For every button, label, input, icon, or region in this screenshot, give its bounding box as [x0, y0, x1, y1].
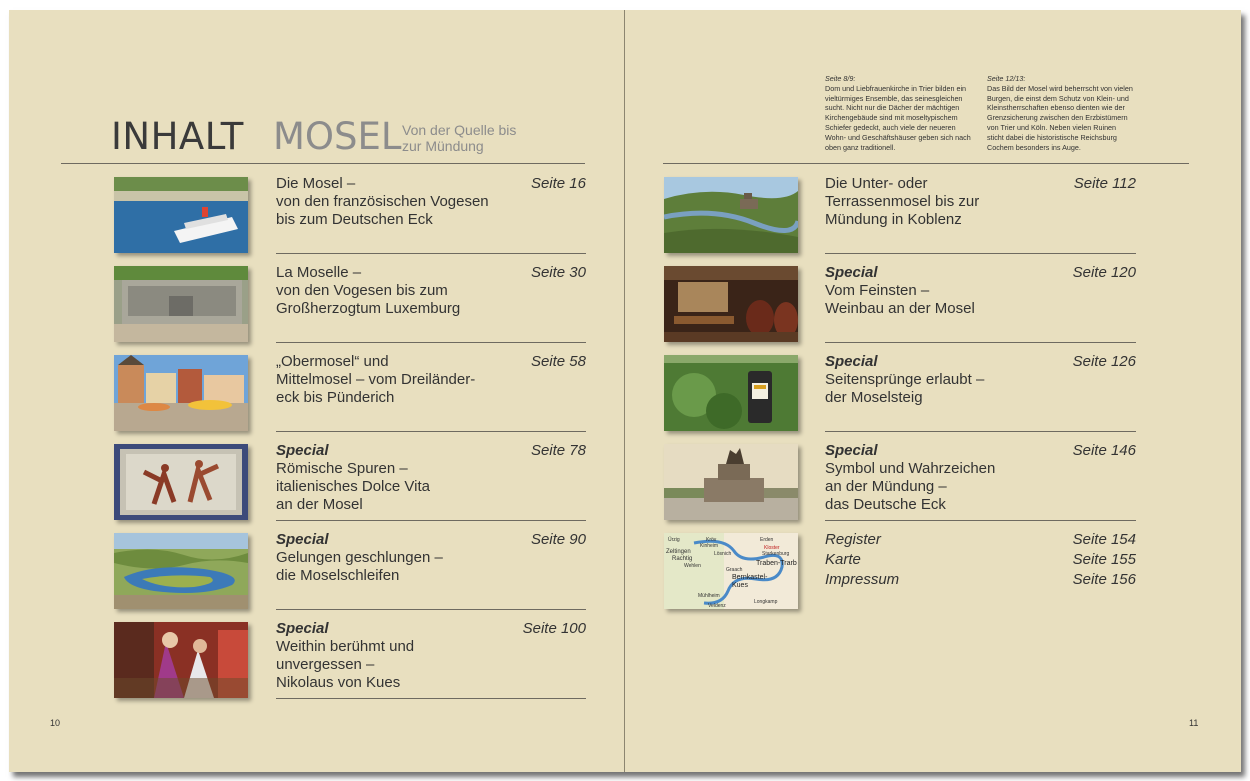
- caption-line: sticht dabei die historistische Reichsburg: [987, 132, 1117, 142]
- book-title: MOSEL: [273, 115, 402, 158]
- castle-valley-photo: [664, 177, 798, 253]
- hiking-trail-sign-photo: [664, 355, 798, 431]
- special-label: Special: [276, 531, 329, 548]
- entry-line: Symbol und Wahrzeichen: [825, 460, 996, 477]
- caption-line: Das Bild der Mosel wird beherrscht von vielen: [987, 83, 1133, 93]
- entry-rule: [276, 431, 586, 432]
- map-label: Zeltingen: [666, 549, 691, 555]
- entry-line: von den französischen Vogesen: [276, 193, 489, 210]
- subtitle-line: Von der Quelle bis: [402, 122, 517, 138]
- toc-page-number[interactable]: Seite 16: [530, 175, 586, 192]
- toc-page-number[interactable]: Seite 100: [522, 620, 586, 637]
- entry-line: Nikolaus von Kues: [276, 674, 401, 691]
- entry-line: unvergessen –: [276, 656, 375, 673]
- toc-page-number[interactable]: Seite 78: [530, 442, 586, 459]
- entry-line: Mündung in Koblenz: [825, 211, 962, 228]
- map-label: Erden: [760, 537, 774, 543]
- entry-line: bis zum Deutschen Eck: [276, 211, 433, 228]
- caption-line: Kirchengebäude sind mit moseltypischem: [825, 113, 958, 123]
- map-label: Kröv: [706, 537, 717, 543]
- book-subtitle: [402, 122, 552, 154]
- caption-line: Cochem besonders ins Auge.: [987, 142, 1081, 152]
- toc-entry-title: [825, 442, 995, 514]
- medieval-painting-photo: [114, 622, 248, 698]
- entry-line: eck bis Pünderich: [276, 389, 395, 406]
- map-label: Veldenz: [708, 603, 726, 609]
- entry-line: Gelungen geschlungen –: [276, 549, 443, 566]
- moselle-loop-photo: [114, 533, 248, 609]
- map-label: Mühlheim: [698, 593, 720, 599]
- caption-line: Dom und Liebfrauenkirche in Trier bilden ein: [825, 83, 967, 93]
- toc-entry-title: [825, 175, 979, 229]
- entry-line: an der Mosel: [276, 496, 363, 513]
- entry-line: Die Mosel –: [276, 175, 356, 192]
- entry-line: Mittelmosel – vom Dreiländer-: [276, 371, 476, 388]
- map-label: Kloster: [764, 545, 780, 551]
- map-label: Wehlen: [684, 563, 701, 569]
- map-label: Kues: [732, 582, 748, 589]
- photo-caption-8-9: [825, 74, 980, 152]
- toc-entry-title: [825, 264, 975, 318]
- entry-line: Weinbau an der Mosel: [825, 300, 975, 317]
- entry-line: La Moselle –: [276, 264, 362, 281]
- trier-market-square-photo: [114, 355, 248, 431]
- book-spine: [624, 10, 625, 772]
- caption-line: Schiefer gedeckt, auch viele der neueren: [825, 122, 956, 132]
- entry-line: italienisches Dolce Vita: [276, 478, 430, 495]
- toc-imprint-link[interactable]: Impressum: [825, 571, 900, 588]
- entry-rule: [276, 698, 586, 699]
- entry-rule: [276, 253, 586, 254]
- caption-line: oben ganz traditionell.: [825, 142, 896, 152]
- map-label: Ürzig: [668, 537, 680, 543]
- toc-page-number[interactable]: Seite 126: [1072, 353, 1136, 370]
- toc-page-number[interactable]: Seite 156: [1072, 571, 1136, 588]
- caption-line: Wohn- und Geschäftshäuser geben sich nach: [825, 132, 971, 142]
- caption-line: sucht. Nicht nur die Dächer der mächtigen: [825, 103, 960, 113]
- entry-rule: [825, 342, 1136, 343]
- entry-line: Terrassenmosel bis zur: [825, 193, 980, 210]
- page-title: INHALT: [111, 115, 244, 158]
- map-thumbnail: [664, 533, 798, 609]
- toc-page-number[interactable]: Seite 146: [1072, 442, 1136, 459]
- map-label: Bernkastel-: [732, 574, 768, 581]
- toc-entry-title: [276, 531, 443, 585]
- entry-line: die Moselschleifen: [276, 567, 400, 584]
- toc-page-number[interactable]: Seite 90: [530, 531, 586, 548]
- entry-rule: [276, 520, 586, 521]
- caption-line: Kleinstherrschaften ebenso dienten wie der: [987, 103, 1125, 113]
- entry-rule: [276, 609, 586, 610]
- caption-line: Burgen, die einst dem Schutz von Klein- und: [987, 93, 1129, 103]
- entry-line: an der Mündung –: [825, 478, 947, 495]
- toc-entry-title: [825, 353, 984, 407]
- page-number-left: 10: [50, 718, 61, 728]
- header-rule-left: [61, 163, 585, 164]
- subtitle-line: zur Mündung: [402, 138, 484, 154]
- entry-line: Weithin berühmt und: [276, 638, 415, 655]
- book-spread: [9, 10, 1241, 772]
- special-label: Special: [825, 264, 878, 281]
- entry-line: der Moselsteig: [825, 389, 923, 406]
- toc-page-number[interactable]: Seite 120: [1072, 264, 1136, 281]
- toc-entry-title: [276, 442, 430, 514]
- toc-entry-title: [276, 175, 489, 229]
- toc-page-number[interactable]: Seite 155: [1072, 551, 1136, 568]
- toc-entry-title: [276, 264, 460, 318]
- toc-entry-title: [276, 353, 475, 407]
- map-label: Graach: [726, 567, 743, 573]
- toc-map-link[interactable]: Karte: [825, 551, 861, 568]
- special-label: Special: [825, 442, 878, 459]
- entry-line: Vom Feinsten –: [825, 282, 930, 299]
- map-label: Rachtig: [672, 556, 693, 562]
- caption-head: Seite 12/13:: [987, 74, 1026, 83]
- page-number-right: 11: [1189, 718, 1199, 728]
- photo-caption-12-13: [987, 74, 1142, 152]
- map-label: Longkamp: [754, 599, 778, 605]
- entry-line: Seitensprünge erlaubt –: [825, 371, 985, 388]
- map-label: Lösnich: [714, 551, 732, 557]
- toc-page-number[interactable]: Seite 30: [530, 264, 586, 281]
- special-label: Special: [825, 353, 878, 370]
- stone-spring-source-photo: [114, 266, 248, 342]
- entry-rule: [276, 342, 586, 343]
- header-rule-right: [663, 163, 1189, 164]
- special-label: Special: [276, 620, 329, 637]
- entry-line: das Deutsche Eck: [825, 496, 946, 513]
- wine-cellar-photo: [664, 266, 798, 342]
- caption-line: von Trier und Köln. Neben vielen Ruinen: [987, 122, 1117, 132]
- caption-line: vieltürmiges Ensemble, das seinesgleichen: [825, 93, 963, 103]
- entry-line: Großherzogtum Luxemburg: [276, 300, 461, 317]
- entry-line: Die Unter- oder: [825, 175, 928, 192]
- toc-register-link[interactable]: Register: [825, 531, 881, 548]
- toc-entry-title: [276, 620, 414, 692]
- toc-page-number[interactable]: Seite 58: [530, 353, 586, 370]
- map-label: Kinheim: [700, 543, 719, 549]
- entry-rule: [825, 253, 1136, 254]
- caption-head: Seite 8/9:: [825, 74, 856, 83]
- roman-mosaic-photo: [114, 444, 248, 520]
- entry-rule: [825, 520, 1136, 521]
- toc-page-number[interactable]: Seite 154: [1072, 531, 1136, 548]
- entry-line: von den Vogesen bis zum: [276, 282, 448, 299]
- map-label: Traben-Trarb: [756, 560, 797, 567]
- toc-page-number[interactable]: Seite 112: [1073, 175, 1136, 192]
- map-label: Starkenburg: [762, 551, 790, 557]
- entry-rule: [825, 431, 1136, 432]
- river-cruise-ship-photo: [114, 177, 248, 253]
- entry-line: Römische Spuren –: [276, 460, 408, 477]
- special-label: Special: [276, 442, 329, 459]
- deutsches-eck-monument-photo: [664, 444, 798, 520]
- entry-line: „Obermosel“ und: [276, 353, 389, 370]
- caption-line: Grenzsicherung zwischen den Erzbistümern: [987, 113, 1128, 123]
